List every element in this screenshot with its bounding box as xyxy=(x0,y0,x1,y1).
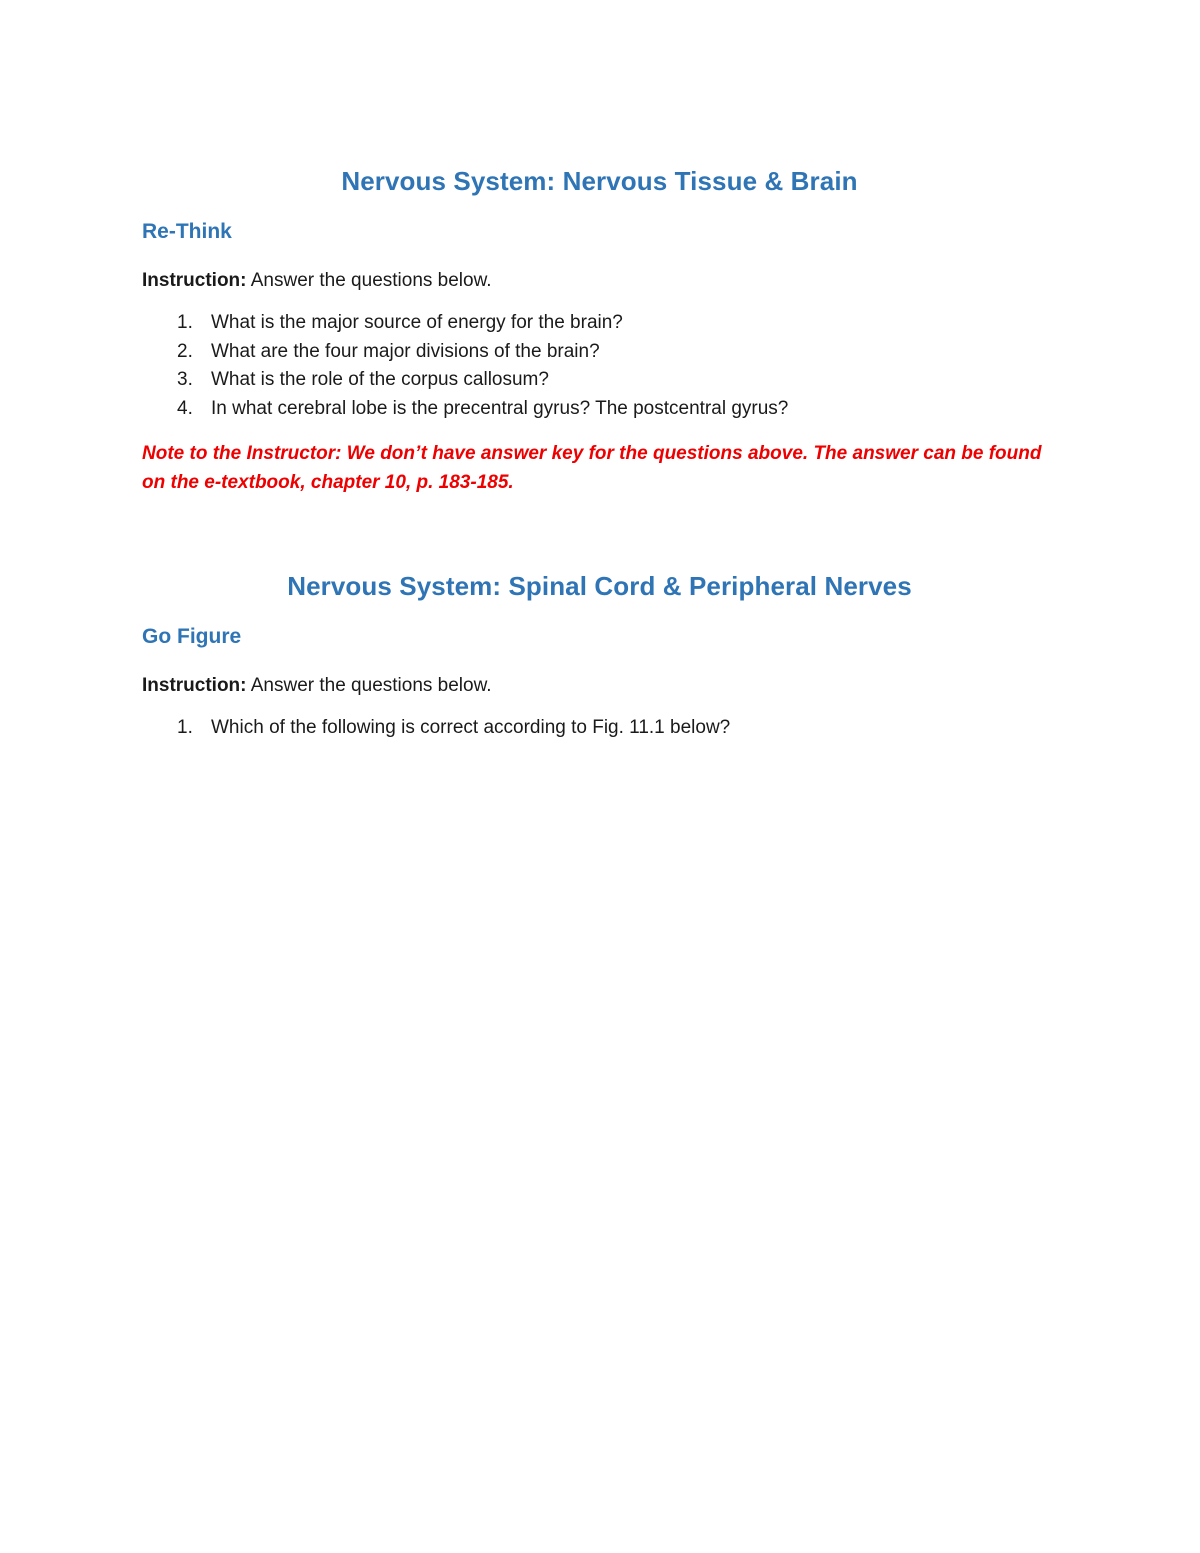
question-list xyxy=(142,714,1057,743)
question-list xyxy=(142,309,1057,424)
section-title: Nervous System: Spinal Cord & Peripheral Nerves xyxy=(287,571,912,601)
instruction-label: Instruction: xyxy=(142,675,247,696)
section-nervous-tissue-brain xyxy=(142,164,1057,497)
instruction-text: Answer the questions below. xyxy=(246,270,492,291)
question-text: Which of the following is correct according to Fig. 11.1 below? xyxy=(211,717,731,738)
question-number: 3. xyxy=(177,369,193,391)
instructor-note: Note to the Instructor: We don’t have answer key for the questions above. The answer can be found on the e-textbook, chapter 10, p. 183-185. xyxy=(142,442,1042,493)
question-number: 2. xyxy=(177,340,193,362)
section-spinal-cord-peripheral-nerves xyxy=(142,569,1057,743)
section-subheading: Re-Think xyxy=(142,220,232,243)
section-title: Nervous System: Nervous Tissue & Brain xyxy=(341,166,858,196)
list-item xyxy=(142,395,1057,424)
list-item xyxy=(142,309,1057,338)
question-number: 1. xyxy=(177,312,193,333)
question-text: What is the role of the corpus callosum? xyxy=(211,369,549,391)
section-subheading: Go Figure xyxy=(142,625,242,648)
list-item xyxy=(142,366,1057,395)
question-number: 1. xyxy=(177,717,193,738)
question-text: What is the major source of energy for the brain? xyxy=(211,312,623,333)
instruction-line xyxy=(142,268,1057,294)
question-text: What are the four major divisions of the brain? xyxy=(211,340,600,362)
list-item xyxy=(142,338,1057,367)
list-item xyxy=(142,714,1057,743)
question-text: In what cerebral lobe is the precentral gyrus? The postcentral gyrus? xyxy=(211,398,789,420)
question-number: 4. xyxy=(177,398,193,420)
instruction-label: Instruction: xyxy=(142,270,247,291)
instruction-line xyxy=(142,673,1057,699)
instruction-text: Answer the questions below. xyxy=(246,675,492,696)
